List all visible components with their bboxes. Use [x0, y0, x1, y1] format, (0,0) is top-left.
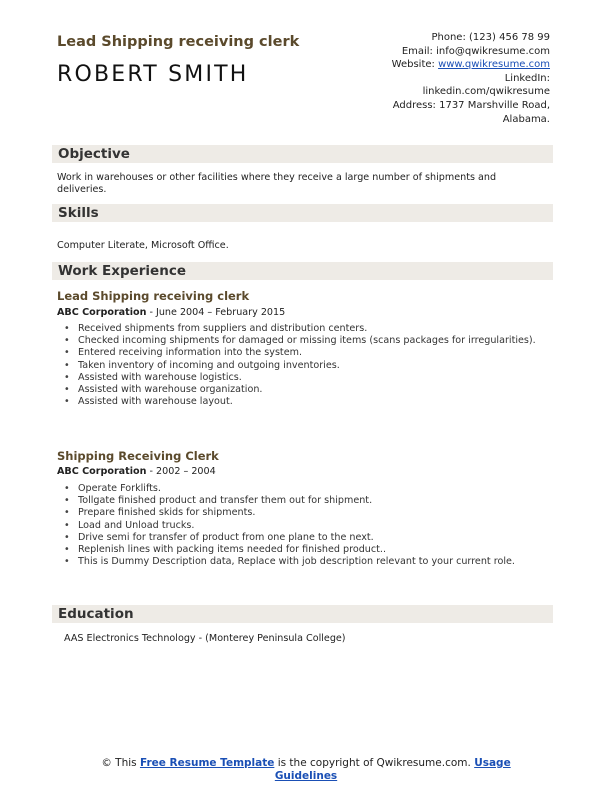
- contact-block: [310, 31, 550, 126]
- person-name: ROBERT SMITH: [57, 62, 249, 87]
- contact-website: [310, 58, 550, 72]
- education-section-bar: [52, 605, 553, 623]
- header-job-title: Lead Shipping receiving clerk: [57, 34, 300, 50]
- address-label: Address:: [392, 99, 436, 111]
- education-text: AAS Electronics Technology - (Monterey Peninsula College): [64, 633, 346, 644]
- skills-text: Computer Literate, Microsoft Office.: [57, 240, 229, 251]
- objective-text: Work in warehouses or other facilities where they receive a large number of shipments and deliveries.: [57, 172, 497, 195]
- job-1-dates: - June 2004 – February 2015: [146, 307, 286, 318]
- skills-heading: Skills: [58, 205, 99, 221]
- work-experience-heading: Work Experience: [58, 263, 186, 279]
- objective-heading: Objective: [58, 146, 130, 162]
- usage-guidelines-link-part1[interactable]: Usage: [474, 757, 511, 769]
- job-2-meta: [57, 466, 216, 477]
- job-2-bullets: [64, 483, 544, 568]
- work-experience-section-bar: [52, 262, 553, 280]
- job-2-company: ABC Corporation: [57, 466, 147, 477]
- job-1-title: Lead Shipping receiving clerk: [57, 289, 250, 303]
- footer-line-1: [0, 757, 612, 770]
- list-item: • Prepare finished skids for shipments.: [64, 507, 544, 519]
- skills-section-bar: [52, 204, 553, 222]
- education-heading: Education: [58, 606, 134, 622]
- list-item: • Drive semi for transfer of product from one plane to the next.: [64, 532, 544, 544]
- list-item: • Assisted with warehouse organization.: [64, 384, 544, 396]
- list-item: • Assisted with warehouse logistics.: [64, 372, 544, 384]
- contact-address: [310, 99, 550, 113]
- list-item: • Checked incoming shipments for damaged or missing items (scans packages for irregularities).: [64, 335, 544, 347]
- job-1-company: ABC Corporation: [57, 307, 147, 318]
- list-item: • Assisted with warehouse layout.: [64, 396, 544, 408]
- website-link[interactable]: www.qwikresume.com: [438, 59, 550, 71]
- list-item: • Load and Unload trucks.: [64, 520, 544, 532]
- list-item: • This is Dummy Description data, Replace with job description relevant to your current role.: [64, 556, 544, 568]
- list-item: • Taken inventory of incoming and outgoing inventories.: [64, 360, 544, 372]
- phone-value: (123) 456 78 99: [469, 32, 550, 43]
- objective-section-bar: [52, 145, 553, 163]
- free-resume-template-link[interactable]: Free Resume Template: [139, 757, 275, 769]
- address-line2: Alabama.: [502, 113, 550, 125]
- list-item: • Tollgate finished product and transfer them out for shipment.: [64, 495, 544, 507]
- address-line1: 1737 Marshville Road,: [439, 99, 550, 111]
- usage-guidelines-link-part2[interactable]: Guidelines: [274, 770, 338, 782]
- phone-label: Phone:: [431, 32, 466, 43]
- contact-linkedin-value: linkedin.com/qwikresume: [422, 86, 550, 98]
- list-item: • Replenish lines with packing items needed for finished product..: [64, 544, 544, 556]
- job-1-meta: [57, 307, 285, 318]
- copyright-footer: [0, 757, 612, 783]
- job-2-title: Shipping Receiving Clerk: [57, 449, 219, 463]
- contact-linkedin-label: LinkedIn:: [504, 72, 550, 84]
- job-2-dates: - 2002 – 2004: [146, 466, 216, 477]
- contact-email: [310, 45, 550, 59]
- job-1-bullets: [64, 323, 544, 408]
- email-label: Email:: [401, 45, 433, 57]
- footer-line-2: [0, 770, 612, 783]
- contact-phone: [310, 31, 550, 45]
- list-item: • Received shipments from suppliers and distribution centers.: [64, 323, 544, 335]
- footer-prefix: © This: [101, 757, 140, 769]
- list-item: • Entered receiving information into the system.: [64, 347, 544, 359]
- footer-middle: is the copyright of Qwikresume.com.: [274, 757, 475, 769]
- email-value: info@qwikresume.com: [436, 45, 550, 57]
- list-item: • Operate Forklifts.: [64, 483, 544, 495]
- website-label: Website:: [391, 59, 435, 71]
